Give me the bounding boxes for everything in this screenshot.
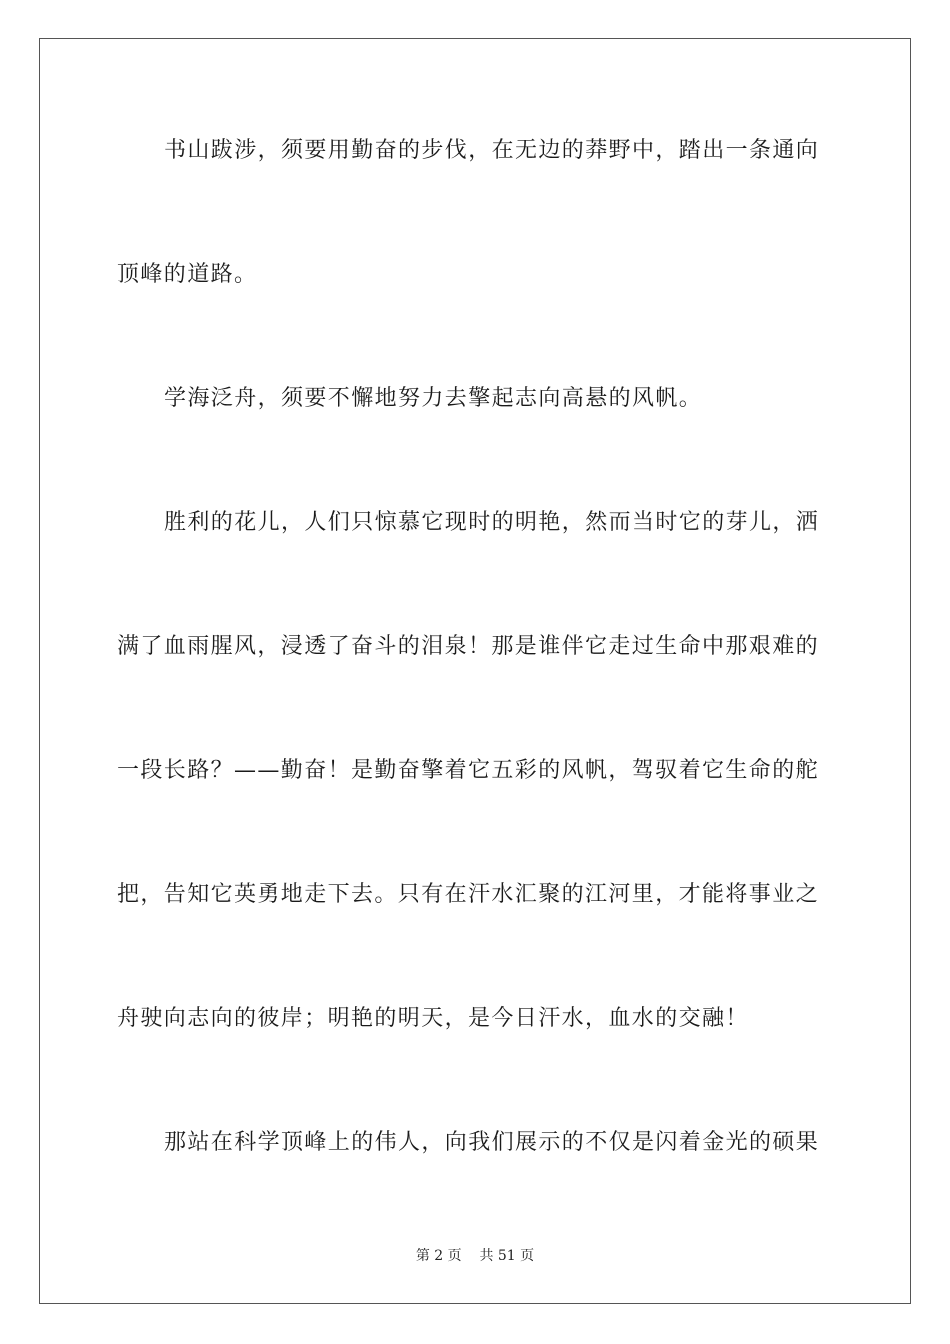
page-number: 第 2 页 bbox=[415, 1248, 462, 1264]
paragraph-line-8: 舟驶向志向的彼岸；明艳的明天，是今日汗水，血水的交融！ bbox=[117, 1006, 749, 1031]
paragraph-line-9: 那站在科学顶峰上的伟人，向我们展示的不仅是闪着金光的硕果 bbox=[164, 1130, 820, 1155]
paragraph-line-7: 把，告知它英勇地走下去。只有在汗水汇聚的江河里，才能将事业之 bbox=[117, 882, 820, 907]
paragraph-line-3: 学海泛舟，须要不懈地努力去擎起志向高悬的风帆。 bbox=[164, 386, 703, 411]
page-total: 共 51 页 bbox=[479, 1248, 535, 1264]
paragraph-line-6: 一段长路？——勤奋！是勤奋擎着它五彩的风帆，驾驭着它生命的舵 bbox=[117, 758, 820, 783]
paragraph-line-4: 胜利的花儿，人们只惊慕它现时的明艳，然而当时它的芽儿，洒 bbox=[164, 510, 820, 535]
page-border bbox=[39, 38, 911, 1304]
paragraph-line-1: 书山跋涉，须要用勤奋的步伐，在无边的莽野中，踏出一条通向 bbox=[164, 138, 820, 163]
paragraph-line-5: 满了血雨腥风，浸透了奋斗的泪泉！那是谁伴它走过生命中那艰难的 bbox=[117, 634, 820, 659]
page-footer bbox=[0, 1246, 950, 1266]
paragraph-line-2: 顶峰的道路。 bbox=[117, 262, 258, 287]
